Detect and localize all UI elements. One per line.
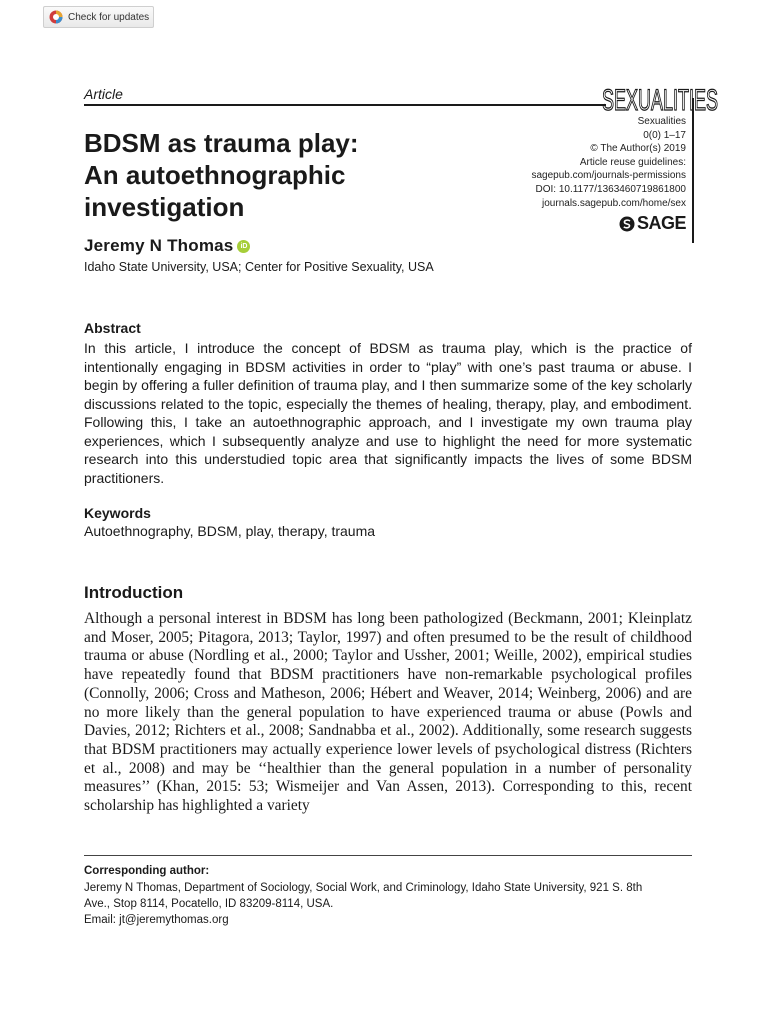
meta-vertical-rule <box>692 98 694 243</box>
introduction-text: Although a personal interest in BDSM has long been pathologized (Beckmann, 2001; Kleinplatz and Moser, 2005; Pitagora, 2013; Taylor, 1997) and often presumed to be the result of childhood trauma or abuse (Nordling et al., 2000; Taylor and Ussher, 2001; Weille, 2002), empirical studies have repeatedly found that BDSM practitioners have non-remarkable psychological profiles (Connolly, 2006; Cross and Matheson, 2006; Hébert and Weaver, 2014; Weinberg, 2006) and are no more likely than the general population to have experienced trauma or abuse (Powls and Davies, 2012; Richters et al., 2008; Sandnabba et al., 2002). Additionally, some research suggests that BDSM practitioners may actually experience lower levels of psychological distress (Richters et al., 2008) and may be ‘‘healthier than the general population in a number of personality measures’’ (Khan, 2015: 53; Wismeijer and Van Assen, 2013). Corresponding to this, recent scholarship has highlighted a variety <box>84 610 692 815</box>
crossmark-icon <box>49 10 63 24</box>
author-line <box>84 236 250 256</box>
corresponding-author-heading: Corresponding author: <box>84 865 210 877</box>
orcid-icon[interactable]: iD <box>237 240 250 253</box>
article-title <box>84 127 504 223</box>
abstract-heading: Abstract <box>84 320 141 336</box>
corresponding-author-details <box>84 880 704 928</box>
keywords-heading: Keywords <box>84 505 151 521</box>
journal-meta <box>531 115 686 210</box>
meta-reuse-label: Article reuse guidelines: <box>579 156 686 168</box>
journal-logo <box>600 72 720 114</box>
svg-text:SEXUALITIES: SEXUALITIES <box>602 84 718 114</box>
article-type-label: Article <box>84 86 123 102</box>
footnote-rule <box>84 855 692 856</box>
title-line: An autoethnographic <box>84 160 346 190</box>
author-affiliation: Idaho State University, USA; Center for Positive Sexuality, USA <box>84 260 434 274</box>
author-name: Jeremy N Thomas <box>84 236 234 255</box>
footnote-email[interactable]: Email: jt@jeremythomas.org <box>84 914 229 926</box>
meta-journal-name: Sexualities <box>637 116 686 127</box>
abstract-text: In this article, I introduce the concept of BDSM as trauma play, which is the practice of intentionally engaging in BDSM activities in order to “play” with one’s past trauma or abuse. I begin by offering a fuller definition of trauma play, and I then summarize some of the key scholarly discussions related to the topic, especially the themes of healing, therapy, play, and embodiment. Following this, I take an autoethnographic approach, and I investigate my own trauma play experiences, which I subsequently analyze and use to highlight the need for more systematic research into this understudied topic area that significantly impacts the lives of some BDSM practitioners. <box>84 340 692 486</box>
meta-doi[interactable]: DOI: 10.1177/1363460719861800 <box>535 183 686 195</box>
header-rule <box>84 104 606 106</box>
meta-journal-link[interactable]: journals.sagepub.com/home/sex <box>542 197 686 209</box>
footnote-line: Jeremy N Thomas, Department of Sociology, Social Work, and Criminology, Idaho State University, 921 S. 8th <box>84 882 643 894</box>
sage-logo-icon <box>619 216 635 232</box>
title-line: BDSM as trauma play: <box>84 128 359 158</box>
check-for-updates-button[interactable] <box>43 6 154 28</box>
sage-wordmark: SAGE <box>637 213 687 233</box>
footnote-line: Ave., Stop 8114, Pocatello, ID 83209-8114, USA. <box>84 898 334 910</box>
sage-logo <box>619 213 686 234</box>
check-for-updates-label: Check for updates <box>68 11 150 23</box>
introduction-heading: Introduction <box>84 583 184 602</box>
meta-copyright: © The Author(s) 2019 <box>590 143 686 155</box>
keywords-list: Autoethnography, BDSM, play, therapy, trauma <box>84 523 376 539</box>
meta-permissions-link[interactable]: sagepub.com/journals-permissions <box>531 170 686 182</box>
meta-volume: 0(0) 1–17 <box>643 129 686 141</box>
title-line: investigation <box>84 192 245 222</box>
